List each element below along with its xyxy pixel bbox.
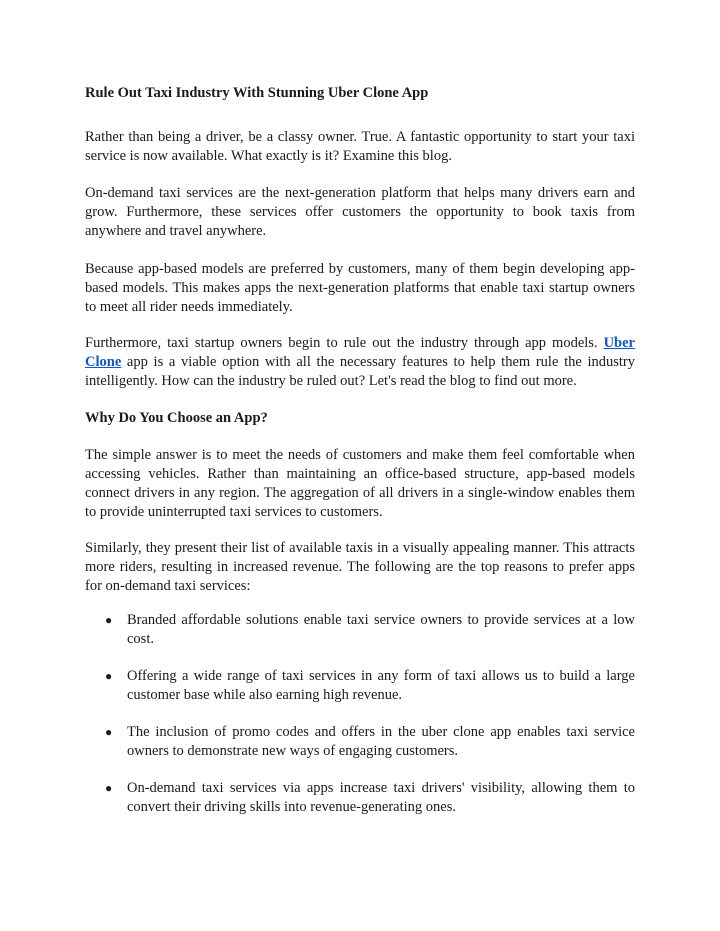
list-item (85, 667, 635, 705)
paragraph-uber-clone (85, 334, 635, 391)
list-item-text: Branded affordable solutions enable taxi service owners to provide services at a low cost. (127, 612, 635, 647)
paragraph-text-before-link: Furthermore, taxi startup owners begin to rule out the industry through app models. (85, 335, 604, 351)
document-title: Rule Out Taxi Industry With Stunning Uber Clone App (85, 85, 429, 101)
list-item-text: On-demand taxi services via apps increase taxi drivers' visibility, allowing them to convert their driving skills into revenue-generating ones. (127, 780, 635, 815)
list-item (85, 611, 635, 649)
uber-clone-link[interactable]: Uber Clone (85, 335, 635, 370)
list-item-text: The inclusion of promo codes and offers in the uber clone app enables taxi service owners to demonstrate new ways of engaging customers. (127, 724, 635, 759)
list-item (85, 723, 635, 761)
list-item-text: Offering a wide range of taxi services in any form of taxi allows us to build a large customer base while also earning high revenue. (127, 668, 635, 703)
paragraph-simple-answer: The simple answer is to meet the needs of customers and make them feel comfortable when accessing vehicles. Rather than maintaining an office-based structure, app-based models connect drivers in any region. The aggregation of all drivers in a single-window enables them to provide uninterrupted taxi services to customers. (85, 447, 635, 520)
list-item (85, 779, 635, 817)
paragraph-app-based: Because app-based models are preferred by customers, many of them begin developing app-based models. This makes apps the next-generation platforms that enable taxi startup owners to meet all rider needs immediately. (85, 261, 635, 315)
section-heading: Why Do You Choose an App? (85, 410, 268, 426)
paragraph-similarly: Similarly, they present their list of available taxis in a visually appealing manner. This attracts more riders, resulting in increased revenue. The following are the top reasons to prefer apps for on-demand taxi services: (85, 540, 635, 594)
bullet-icon: ● (105, 613, 113, 627)
paragraph-text-after-link: app is a viable option with all the necessary features to help them rule the industry intelligently. How can the industry be ruled out? Let's read the blog to find out more. (85, 354, 635, 389)
reasons-list (85, 611, 635, 817)
paragraph-intro: Rather than being a driver, be a classy owner. True. A fantastic opportunity to start your taxi service is now available. What exactly is it? Examine this blog. (85, 129, 635, 164)
bullet-icon: ● (105, 781, 113, 795)
bullet-icon: ● (105, 669, 113, 683)
bullet-icon: ● (105, 725, 113, 739)
paragraph-on-demand: On-demand taxi services are the next-generation platform that helps many drivers earn and grow. Furthermore, these services offer customers the opportunity to book taxis from anywhere and travel anywhere. (85, 185, 635, 239)
